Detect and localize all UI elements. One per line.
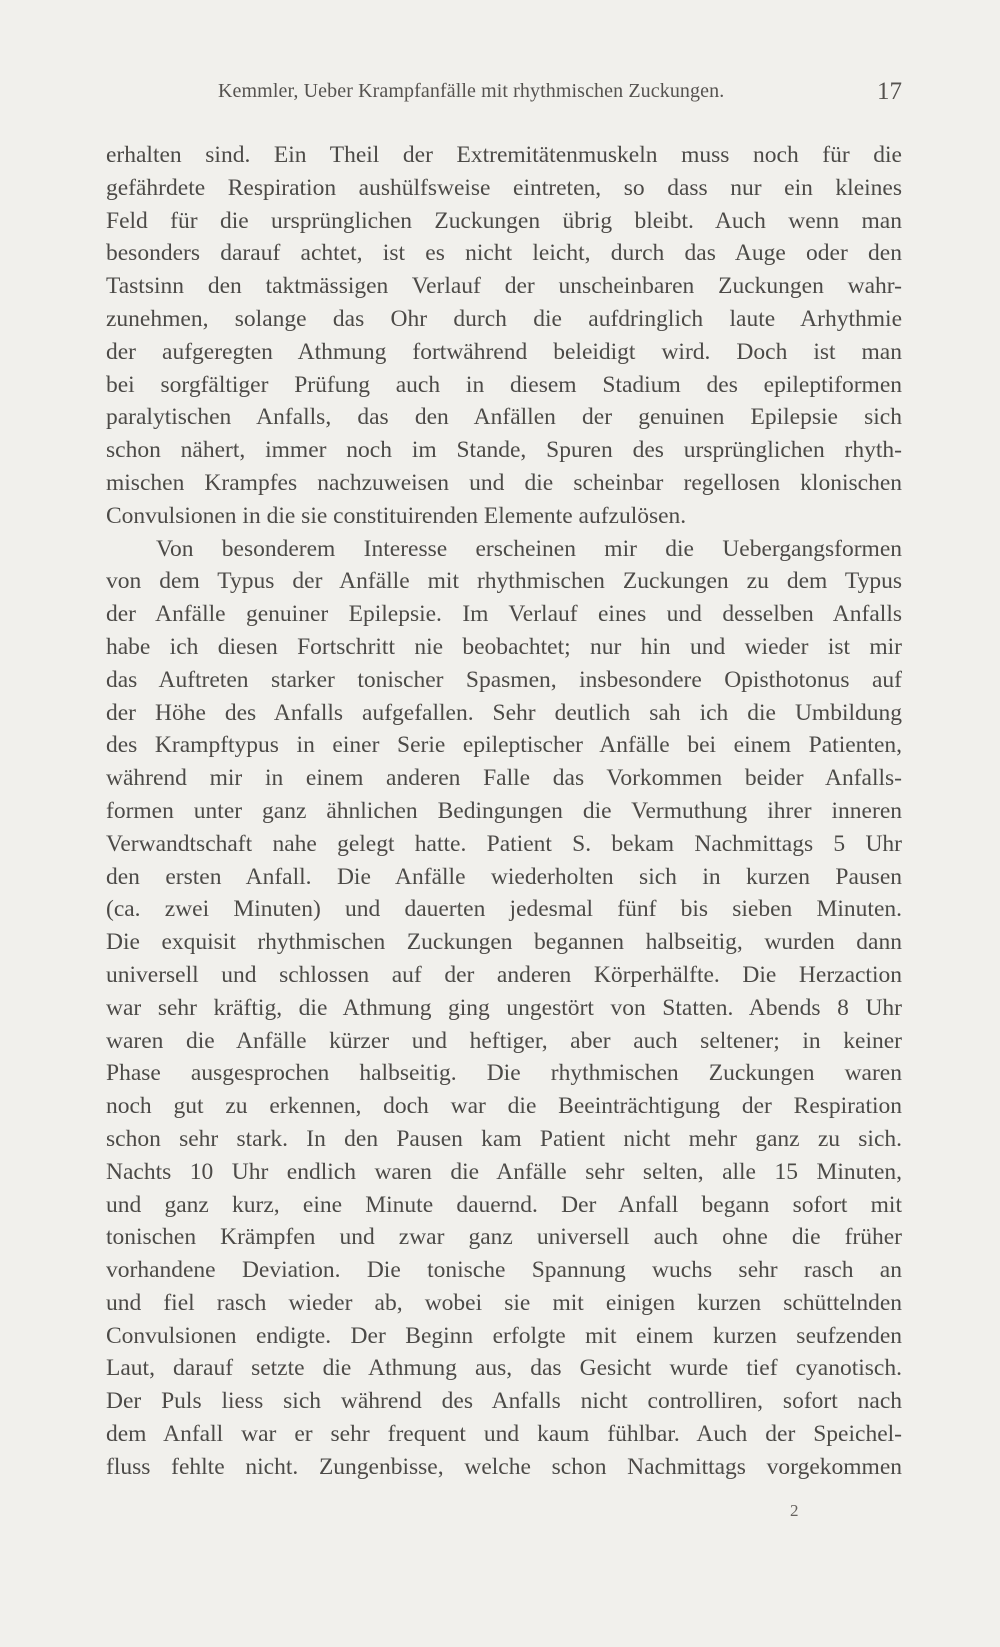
paragraph-end-line: Convulsionen in die sie constituirenden Elemente aufzulösen. bbox=[106, 502, 687, 529]
text-line: formen unter ganz ähnlichen Bedingungen die Vermuthung ihrer inneren bbox=[106, 797, 902, 824]
text-line: dem Anfall war er sehr frequent und kaum fühlbar. Auch der Speichel- bbox=[106, 1421, 902, 1448]
text-line: waren die Anfälle kürzer und heftiger, aber auch seltener; in keiner bbox=[106, 1027, 902, 1054]
text-line: schon nähert, immer noch im Stande, Spuren des ursprünglichen rhyth- bbox=[106, 437, 902, 464]
body-text bbox=[106, 139, 902, 1484]
text-line: von dem Typus der Anfälle mit rhythmischen Zuckungen zu dem Typus bbox=[106, 568, 902, 595]
text-line: das Auftreten starker tonischer Spasmen, insbesondere Opisthotonus auf bbox=[106, 666, 902, 693]
signature-mark: 2 bbox=[790, 1501, 799, 1520]
text-line: Feld für die ursprünglichen Zuckungen übrig bleibt. Auch wenn man bbox=[106, 207, 902, 234]
running-head bbox=[106, 80, 902, 110]
text-line: während mir in einem anderen Falle das Vorkommen beider Anfalls- bbox=[106, 765, 902, 792]
text-line: der aufgeregten Athmung fortwährend beleidigt wird. Doch ist man bbox=[106, 338, 902, 365]
text-line: Convulsionen endigte. Der Beginn erfolgte mit einem kurzen seufzenden bbox=[106, 1322, 902, 1349]
text-line: besonders darauf achtet, ist es nicht leicht, durch das Auge oder den bbox=[106, 240, 902, 267]
text-line: Tastsinn den taktmässigen Verlauf der unscheinbaren Zuckungen wahr- bbox=[106, 273, 902, 300]
text-line: und ganz kurz, eine Minute dauernd. Der Anfall begann sofort mit bbox=[106, 1191, 902, 1218]
text-line: zunehmen, solange das Ohr durch die aufdringlich laute Arhythmie bbox=[106, 305, 902, 332]
text-line: paralytischen Anfalls, das den Anfällen der genuinen Epilepsie sich bbox=[106, 404, 902, 431]
text-line: habe ich diesen Fortschritt nie beobachtet; nur hin und wieder ist mir bbox=[106, 633, 902, 660]
text-line: bei sorgfältiger Prüfung auch in diesem Stadium des epileptiformen bbox=[106, 371, 902, 398]
text-line: mischen Krampfes nachzuweisen und die scheinbar regellosen klonischen bbox=[106, 469, 902, 496]
text-line: der Anfälle genuiner Epilepsie. Im Verlauf eines und desselben Anfalls bbox=[106, 601, 902, 628]
text-line: war sehr kräftig, die Athmung ging ungestört von Statten. Abends 8 Uhr bbox=[106, 994, 902, 1021]
text-line: Verwandtschaft nahe gelegt hatte. Patient S. bekam Nachmittags 5 Uhr bbox=[106, 830, 902, 857]
text-line: tonischen Krämpfen und zwar ganz universell auch ohne die früher bbox=[106, 1224, 902, 1251]
text-line: (ca. zwei Minuten) und dauerten jedesmal fünf bis sieben Minuten. bbox=[106, 896, 902, 923]
text-line: den ersten Anfall. Die Anfälle wiederholten sich in kurzen Pausen bbox=[106, 863, 902, 890]
text-line: universell und schlossen auf der anderen Körperhälfte. Die Herzaction bbox=[106, 961, 902, 988]
text-line: vorhandene Deviation. Die tonische Spannung wuchs sehr rasch an bbox=[106, 1257, 902, 1284]
text-line: Laut, darauf setzte die Athmung aus, das Gesicht wurde tief cyanotisch. bbox=[106, 1355, 902, 1382]
text-line: Nachts 10 Uhr endlich waren die Anfälle sehr selten, alle 15 Minuten, bbox=[106, 1158, 902, 1185]
text-line: Der Puls liess sich während des Anfalls nicht controlliren, sofort nach bbox=[106, 1388, 902, 1415]
page-number: 17 bbox=[877, 78, 902, 105]
text-line: schon sehr stark. In den Pausen kam Patient nicht mehr ganz zu sich. bbox=[106, 1125, 902, 1152]
paragraph-start-line: Von besonderem Interesse erscheinen mir die Uebergangsformen bbox=[156, 535, 902, 562]
text-line: Die exquisit rhythmischen Zuckungen begannen halbseitig, wurden dann bbox=[106, 929, 902, 956]
text-line: erhalten sind. Ein Theil der Extremitätenmuskeln muss noch für die bbox=[106, 142, 902, 168]
running-title: Kemmler, Ueber Krampfanfälle mit rhythmischen Zuckungen. bbox=[218, 80, 725, 102]
text-line: noch gut zu erkennen, doch war die Beeinträchtigung der Respiration bbox=[106, 1093, 902, 1120]
text-line: fluss fehlte nicht. Zungenbisse, welche schon Nachmittags vorgekommen bbox=[106, 1453, 902, 1480]
text-line: Phase ausgesprochen halbseitig. Die rhythmischen Zuckungen waren bbox=[106, 1060, 902, 1087]
text-line: und fiel rasch wieder ab, wobei sie mit einigen kurzen schüttelnden bbox=[106, 1289, 902, 1316]
text-line: gefährdete Respiration aushülfsweise eintreten, so dass nur ein kleines bbox=[106, 174, 902, 201]
text-line: der Höhe des Anfalls aufgefallen. Sehr deutlich sah ich die Umbildung bbox=[106, 699, 902, 726]
text-line: des Krampftypus in einer Serie epileptischer Anfälle bei einem Patienten, bbox=[106, 732, 902, 759]
